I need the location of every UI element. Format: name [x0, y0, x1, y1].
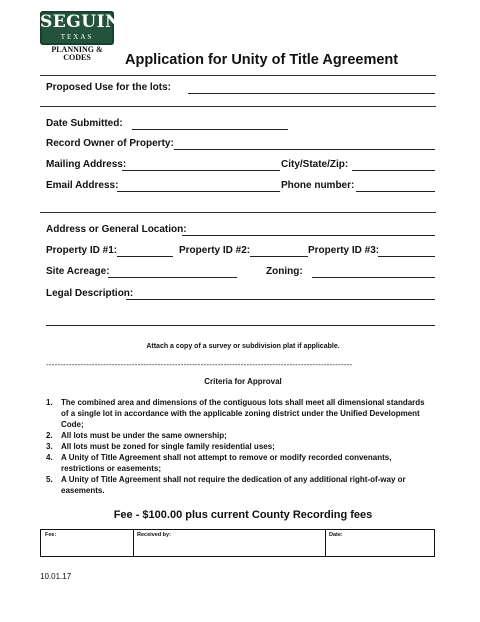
phone-label: Phone number: — [281, 180, 355, 191]
site-acreage-label: Site Acreage: — [46, 266, 110, 277]
page-title: Application for Unity of Title Agreement — [125, 52, 399, 68]
title-divider — [40, 75, 436, 76]
fee-cell-label: Fee: — [45, 532, 57, 538]
department-line-1: PLANNING & — [51, 45, 103, 54]
criteria-item-number: 4. — [46, 453, 53, 462]
email-field[interactable] — [117, 191, 280, 192]
criteria-item-text: The combined area and dimensions of the contiguous lots shall meet all dimensional standards of a single lot in accordance with the applicable zoning district under the Unified Development Code; — [61, 398, 425, 429]
property-id-2-field[interactable] — [250, 256, 308, 257]
legal-description-field-line-2[interactable] — [46, 325, 435, 326]
fee-cell[interactable] — [41, 530, 134, 556]
property-id-3-label: Property ID #3: — [308, 245, 380, 256]
proposed-use-field[interactable] — [188, 93, 435, 94]
date-submitted-label: Date Submitted: — [46, 118, 123, 129]
address-location-field[interactable] — [182, 235, 435, 236]
date-submitted-field[interactable] — [132, 129, 288, 130]
criteria-item-text: A Unity of Title Agreement shall not require the dedication of any additional right-of-way or easements. — [61, 475, 406, 495]
legal-description-field[interactable] — [126, 299, 435, 300]
received-by-cell-label: Received by: — [137, 532, 171, 538]
city-state-zip-field[interactable] — [352, 170, 435, 171]
property-id-3-field[interactable] — [378, 256, 435, 257]
form-version: 10.01.17 — [40, 572, 72, 581]
record-owner-field[interactable] — [174, 149, 435, 150]
city-state-zip-label: City/State/Zip: — [281, 159, 349, 170]
phone-field[interactable] — [356, 191, 435, 192]
logo-main-text: SEGUIN — [40, 12, 122, 32]
attach-note: Attach a copy of a survey or subdivision plat if applicable. — [146, 343, 340, 350]
office-use-box — [40, 529, 435, 557]
department-line-2: CODES — [63, 53, 91, 62]
logo-sub-text: TEXAS — [60, 33, 94, 41]
record-owner-label: Record Owner of Property: — [46, 138, 174, 149]
criteria-item — [46, 452, 428, 474]
address-location-label: Address or General Location: — [46, 224, 187, 235]
zoning-label: Zoning: — [266, 266, 303, 277]
criteria-list — [46, 397, 428, 496]
fee-heading: Fee - $100.00 plus current County Recording fees — [113, 509, 373, 521]
criteria-item-text: All lots must be zoned for single family residential uses; — [61, 442, 275, 451]
criteria-item — [46, 474, 428, 496]
criteria-item — [46, 441, 428, 452]
criteria-item-number: 2. — [46, 431, 53, 440]
department-name — [40, 46, 114, 62]
date-cell[interactable] — [325, 530, 434, 556]
section-divider-2 — [40, 212, 436, 213]
received-by-cell[interactable] — [133, 530, 326, 556]
mailing-address-field[interactable] — [122, 170, 280, 171]
seguin-logo — [40, 11, 122, 45]
property-id-1-field[interactable] — [117, 256, 173, 257]
criteria-item-text: A Unity of Title Agreement shall not attempt to remove or modify recorded convenants, restrictions or easements; — [61, 453, 392, 473]
legal-description-label: Legal Description: — [46, 288, 134, 299]
criteria-item — [46, 397, 428, 430]
section-divider-1 — [40, 106, 436, 107]
property-id-1-label: Property ID #1: — [46, 245, 118, 256]
zoning-field[interactable] — [312, 277, 435, 278]
criteria-item-number: 1. — [46, 398, 53, 407]
dashed-separator: ----------------------------------------------------------------------------------------------------------- — [46, 360, 353, 369]
criteria-item — [46, 430, 428, 441]
criteria-item-text: All lots must be under the same ownership; — [61, 431, 227, 440]
criteria-title: Criteria for Approval — [204, 377, 282, 386]
email-label: Email Address: — [46, 180, 119, 191]
site-acreage-field[interactable] — [108, 277, 237, 278]
criteria-item-number: 5. — [46, 475, 53, 484]
date-cell-label: Date: — [329, 532, 343, 538]
mailing-address-label: Mailing Address: — [46, 159, 127, 170]
criteria-item-number: 3. — [46, 442, 53, 451]
property-id-2-label: Property ID #2: — [179, 245, 251, 256]
proposed-use-label: Proposed Use for the lots: — [46, 82, 172, 93]
